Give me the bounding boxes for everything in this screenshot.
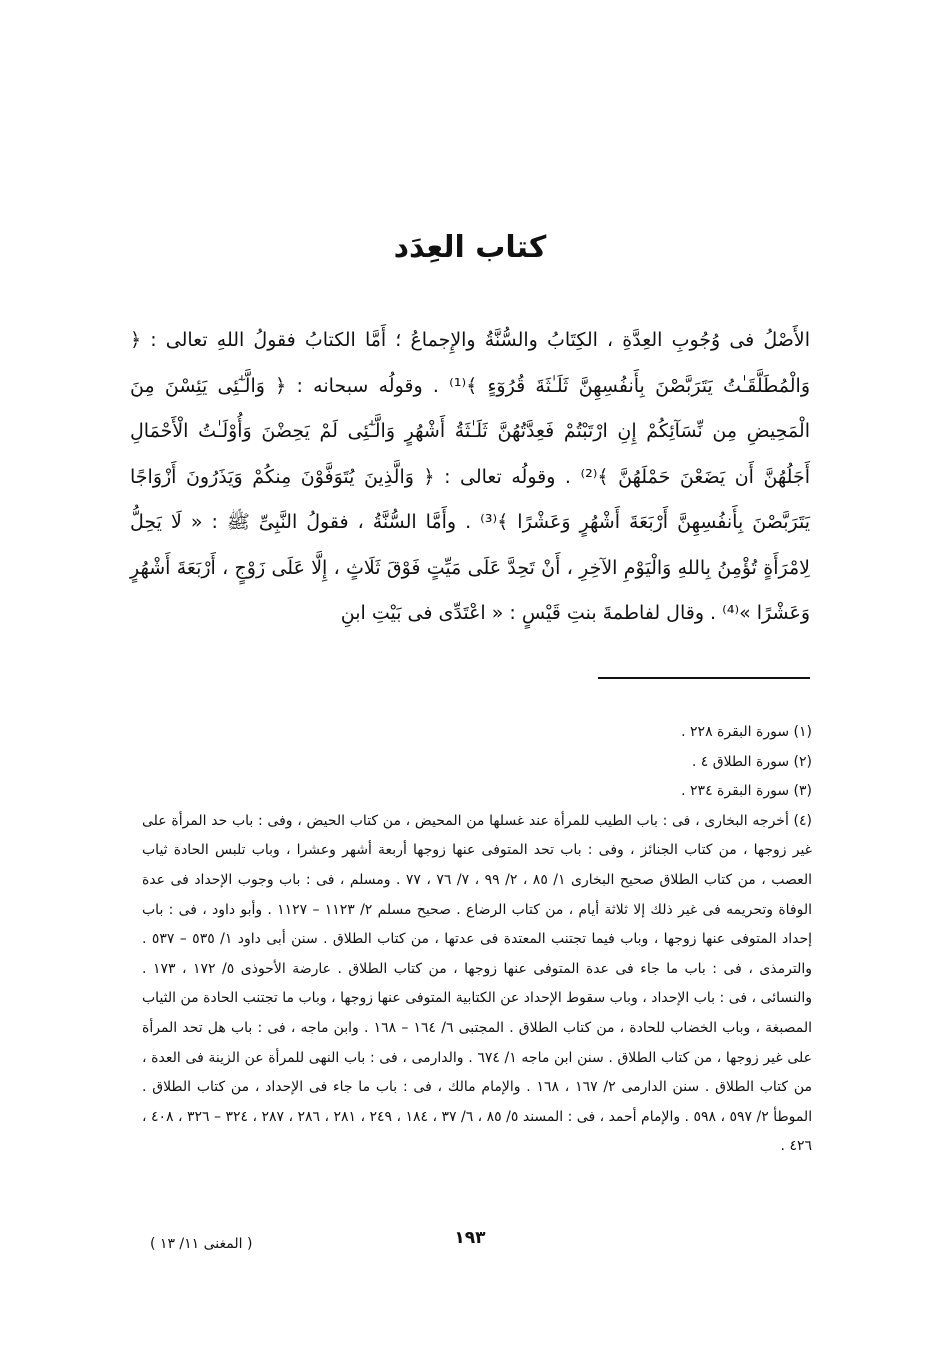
footnote-1: (١) سورة البقرة ٢٢٨ . xyxy=(681,724,812,740)
footnote-2: (٢) سورة الطلاق ٤ . xyxy=(691,753,812,770)
main-text xyxy=(130,318,810,637)
chapter-title: كتاب العِدَد xyxy=(393,230,547,266)
footnotes xyxy=(142,718,812,1162)
signature-mark: ( المغنى ١١/ ١٣ ) xyxy=(150,1236,253,1252)
body-paragraph: الأَصْلُ فى وُجُوبِ العِدَّةِ ، الكِتَابُ والسُّنَّةُ والإِجماعُ ؛ أَمَّا الكتابُ فقولُ اللهِ تعالى : ﴿ وَالْمُطَلَّقَـٰتُ يَتَرَبَّصْنَ بِأَنفُسِهِنَّ ثَلَـٰثَةَ قُرُوٓءٍ ﴾⁽¹⁾ . وقولُه سبحانه : ﴿ وَالَّـٰٓئِى يَئِسْنَ مِنَ الْمَحِيضِ مِن نِّسَآئِكُمْ إِنِ ارْتَبْتُمْ فَعِدَّتُهُنَّ ثَلَـٰثَةُ أَشْهُرٍ وَالَّـٰٓئِى لَمْ يَحِضْنَ وَأُوْلَـٰتُ الْأَحْمَالِ أَجَلُهُنَّ أَن يَضَعْنَ حَمْلَهُنَّ ﴾⁽²⁾ . وقولُه تعالى : ﴿ وَالَّذِينَ يُتَوَفَّوْنَ مِنكُمْ وَيَذَرُونَ أَزْوَاجًا يَتَرَبَّصْنَ بِأَنفُسِهِنَّ أَرْبَعَةَ أَشْهُرٍ وَعَشْرًا ﴾⁽³⁾ . وأَمَّا السُّنَّةُ ، فقولُ النَّبِىِّ ﷺ : « لَا يَحِلُّ لِامْرَأَةٍ تُؤْمِنُ بِاللهِ وَالْيَوْمِ الآخِرِ ، أَنْ تَحِدَّ عَلَى مَيِّتٍ فَوْقَ ثَلَاثٍ ، إِلَّا عَلَى زَوْجٍ ، أَرْبَعَةَ أَشْهُرٍ وَعَشْرًا »⁽⁴⁾ . وقال لفاطمةَ بنتِ قَيْسٍ : « اعْتَدِّى فى بَيْتِ ابنِ xyxy=(130,329,810,624)
footnote-divider xyxy=(598,677,810,679)
page-number: ١٩٣ xyxy=(454,1228,486,1248)
footnote-4: (٤) أخرجه البخارى ، فى : باب الطيب للمرأة عند غسلها من المحيض ، من كتاب الحيض ، وفى : باب حد المرأة على غير زوجها ، من كتاب الجنائز ، وفى : باب تحد المتوفى عنها زوجها أربعة أشهر وعشرا ، وباب تلبس الحادة ثياب العصب ، من كتاب الطلاق صحيح البخارى ١/ ٨٥ ، ٢/ ٩٩ ، ٧/ ٧٦ ، ٧٧ . ومسلم ، فى : باب وجوب الإحداد فى عدة الوفاة وتحريمه فى غير ذلك إلا ثلاثة أيام ، من كتاب الرضاع . صحيح مسلم ٢/ ١١٢٣ – ١١٢٧ . وأبو داود ، فى : باب إحداد المتوفى عنها زوجها ، وباب فيما تجتنب المعتدة فى عدتها ، من كتاب الطلاق . سنن أبى داود ١/ ٥٣٥ – ٥٣٧ . والترمذى ، فى : باب ما جاء فى عدة المتوفى عنها زوجها ، من كتاب الطلاق . عارضة الأحوذى ٥/ ١٧٢ ، ١٧٣ . والنسائى ، فى : باب الإحداد ، وباب سقوط الإحداد عن الكتابية المتوفى عنها زوجها ، وباب ما تجتنب الحادة من الثياب المصبغة ، وباب الخضاب للحادة ، من كتاب الطلاق . المجتبى ٦/ ١٦٤ – ١٦٨ . وابن ماجه ، فى : باب هل تحد المرأة على غير زوجها ، من كتاب الطلاق . سنن ابن ماجه ١/ ٦٧٤ . والدارمى ، فى : باب النهى للمرأة عن الزينة فى العدة ، من كتاب الطلاق . سنن الدارمى ٢/ ١٦٧ ، ١٦٨ . والإمام مالك ، فى : باب ما جاء فى الإحداد ، من كتاب الطلاق . الموطأ ٢/ ٥٩٧ ، ٥٩٨ . والإمام أحمد ، فى : المسند ٥/ ٨٥ ، ٦/ ٣٧ ، ١٨٤ ، ٢٤٩ ، ٢٨١ ، ٢٨٦ ، ٢٨٧ ، ٣٢٤ – ٣٢٦ ، ٤٠٨ ، ٤٢٦ . xyxy=(142,812,813,1155)
footnote-3: (٣) سورة البقرة ٢٣٤ . xyxy=(681,783,812,800)
